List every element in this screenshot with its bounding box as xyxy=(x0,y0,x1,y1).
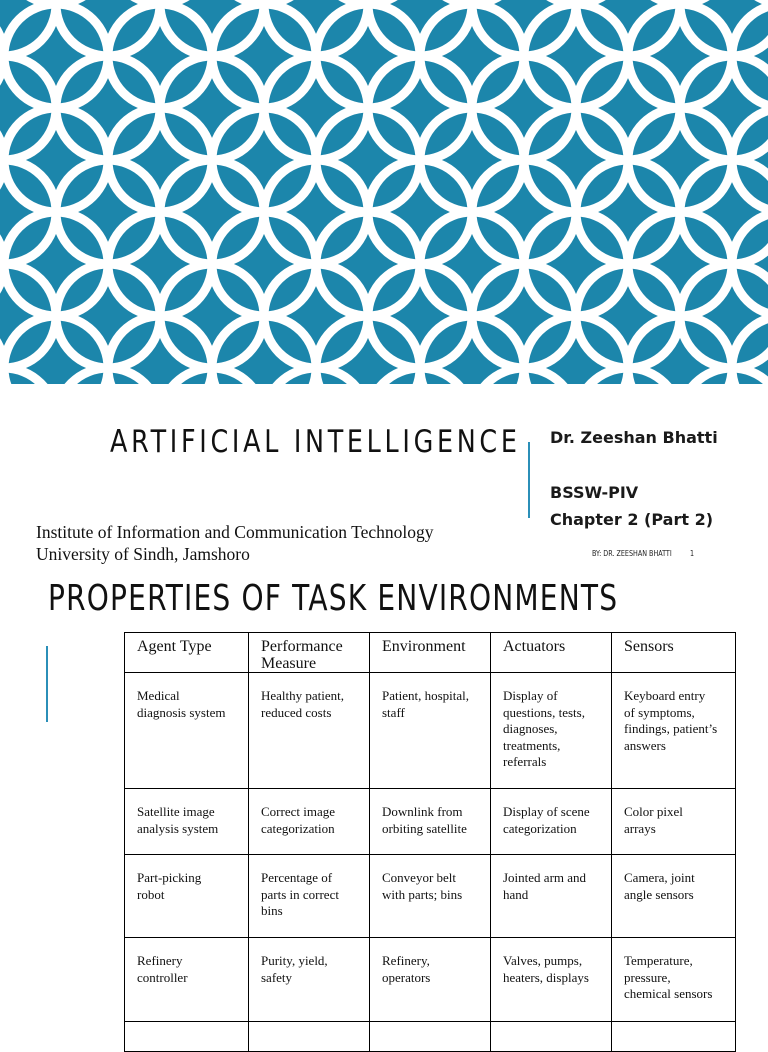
institute-name: Institute of Information and Communication Technology xyxy=(36,522,434,542)
peas-table xyxy=(124,632,736,1052)
table-cell: Satellite image analysis system xyxy=(125,789,249,855)
footer-author: BY: DR. ZEESHAN BHATTI xyxy=(592,549,672,558)
table-cell xyxy=(125,1022,249,1052)
table-cell: Display of questions, tests, diagnoses, treatments, referrals xyxy=(491,673,612,789)
table-cell: Part-picking robot xyxy=(125,855,249,938)
table-cell: Medical diagnosis system xyxy=(125,673,249,789)
header-environment: Environment xyxy=(370,633,491,673)
table-cell: Jointed arm and hand xyxy=(491,855,612,938)
accent-divider xyxy=(46,646,48,722)
table-cell: Patient, hospital, staff xyxy=(370,673,491,789)
table-cell: Keyboard entry of symptoms, findings, patient’s answers xyxy=(612,673,736,789)
header-performance-measure: Performance Measure xyxy=(249,633,370,673)
table-cell: Temperature, pressure, chemical sensors xyxy=(612,938,736,1022)
table-cell xyxy=(370,1022,491,1052)
table-cell: Color pixel arrays xyxy=(612,789,736,855)
table-cell: Display of scene categorization xyxy=(491,789,612,855)
author-name: Dr. Zeeshan Bhatti xyxy=(550,428,718,447)
decorative-circle-pattern xyxy=(0,0,768,384)
chapter-label: Chapter 2 (Part 2) xyxy=(550,510,714,529)
header-sensors: Sensors xyxy=(612,633,736,673)
table-row xyxy=(125,673,736,789)
university-name: University of Sindh, Jamshoro xyxy=(36,544,250,564)
table-cell: Conveyor belt with parts; bins xyxy=(370,855,491,938)
table-cell: Refinery controller xyxy=(125,938,249,1022)
table-cell: Downlink from orbiting satellite xyxy=(370,789,491,855)
table-row xyxy=(125,789,736,855)
slide-title: ARTIFICIAL INTELLIGENCE xyxy=(110,424,521,460)
table-cell xyxy=(612,1022,736,1052)
slide-heading: PROPERTIES OF TASK ENVIRONMENTS xyxy=(48,578,619,619)
table-row xyxy=(125,855,736,938)
table-cell: Correct image categorization xyxy=(249,789,370,855)
header-actuators: Actuators xyxy=(491,633,612,673)
table-cell xyxy=(491,1022,612,1052)
table-cell xyxy=(249,1022,370,1052)
table-row xyxy=(125,1022,736,1052)
table-cell: Valves, pumps, heaters, displays xyxy=(491,938,612,1022)
table-cell: Camera, joint angle sensors xyxy=(612,855,736,938)
table-row xyxy=(125,938,736,1022)
slide-number: 1 xyxy=(690,549,695,558)
table-cell: Purity, yield, safety xyxy=(249,938,370,1022)
table-cell: Refinery, operators xyxy=(370,938,491,1022)
course-code: BSSW-PIV xyxy=(550,483,639,502)
header-agent-type: Agent Type xyxy=(125,633,249,673)
table-cell: Percentage of parts in correct bins xyxy=(249,855,370,938)
table-header-row xyxy=(125,633,736,673)
table-cell: Healthy patient, reduced costs xyxy=(249,673,370,789)
accent-divider xyxy=(528,442,530,518)
